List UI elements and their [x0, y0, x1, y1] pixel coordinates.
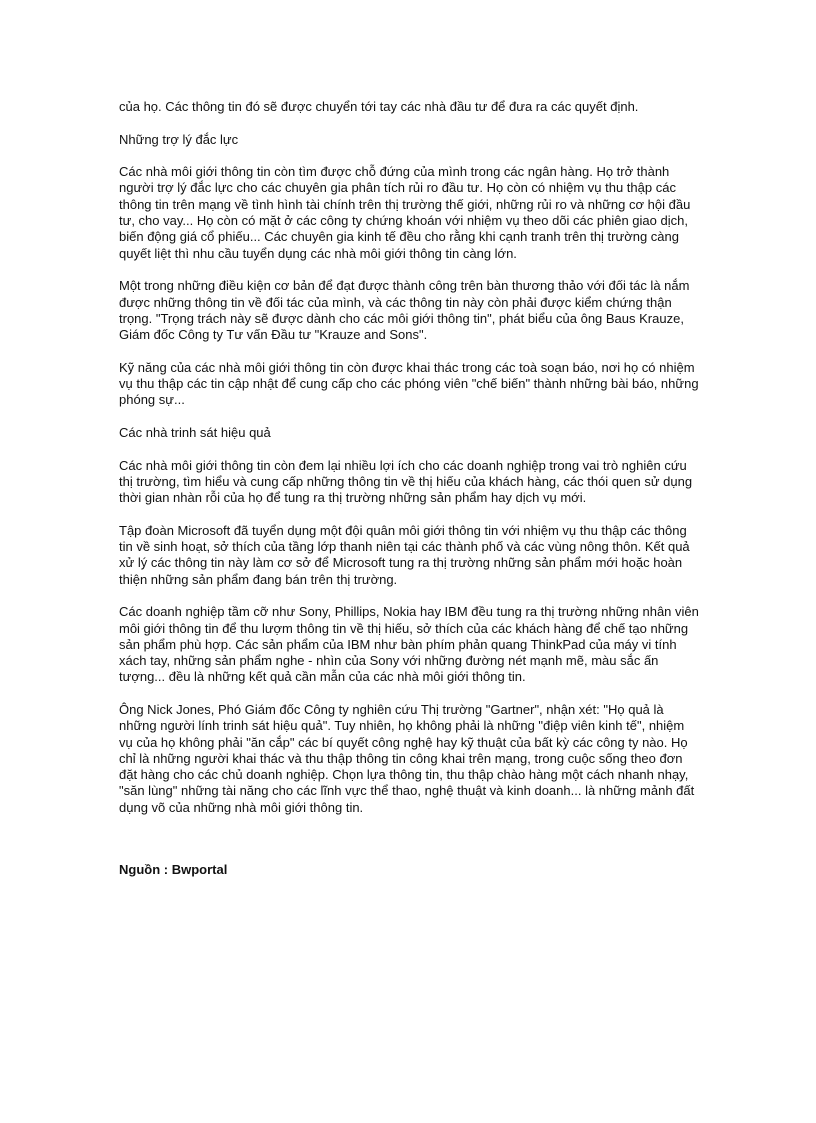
- document-page: [119, 99, 699, 891]
- source-credit: Nguồn : Bwportal: [119, 862, 228, 878]
- paragraph-market-research: Các nhà môi giới thông tin còn đem lại nhiều lợi ích cho các doanh nghiệp trong vai trò nghiên cứu thị trường, tìm hiểu và cung cấp những thông tin về thị hiếu của khách hàng, các thói quen sử dụng thời gian nhàn rỗi của họ để tung ra thị trường những sản phẩm hay dịch vụ mới.: [119, 457, 693, 506]
- section-heading-assistants: Những trợ lý đắc lực: [119, 131, 239, 147]
- section-heading-scouts: Các nhà trinh sát hiệu quả: [119, 424, 271, 440]
- paragraph-intro: của họ. Các thông tin đó sẽ được chuyển tới tay các nhà đầu tư để đưa ra các quyết định.: [119, 99, 639, 114]
- paragraph-microsoft: Tập đoàn Microsoft đã tuyển dụng một đội quân môi giới thông tin với nhiệm vụ thu thập các thông tin về sinh hoạt, sở thích của tầng lớp thanh niên tại các thành phố và các vùng nông thôn. Kết quả xử lý các thông tin này làm cơ sở để Microsoft tung ra thị trường những sản phẩm mới hoặc hoàn thiện những sản phẩm đang bán trên thị trường.: [119, 522, 690, 587]
- paragraph-companies: Các doanh nghiệp tầm cỡ như Sony, Phillips, Nokia hay IBM đều tung ra thị trường những nhân viên môi giới thông tin để thu lượm thông tin về thị hiếu, sở thích của các khách hàng để chế tạo những sản phẩm phù hợp. Các sản phẩm của IBM như bàn phím phản quang ThinkPad của máy vi tính xách tay, những sản phẩm nghe - nhìn của Sony với những đường nét mạnh mẽ, màu sắc ấn tượng... đều là những kết quả cần mẫn của các nhà môi giới thông tin.: [119, 604, 699, 685]
- paragraph-negotiation: Một trong những điều kiện cơ bản để đạt được thành công trên bàn thương thảo với đối tác là nắm được những thông tin về đối tác của mình, và các thông tin này còn phải được kiểm chứng thận trọng. "Trọng trách này sẽ được dành cho các môi giới thông tin", phát biểu của ông Baus Krauze, Giám đốc Công ty Tư vấn Đầu tư "Krauze and Sons".: [119, 278, 690, 343]
- paragraph-gartner: Ông Nick Jones, Phó Giám đốc Công ty nghiên cứu Thị trường "Gartner", nhận xét: "Họ quả là những người lính trinh sát hiệu quả". Tuy nhiên, họ không phải là những "điệp viên kinh tế", nhiệm vụ của họ không phải "ăn cắp" các bí quyết công nghệ hay kỹ thuật của bất kỳ các công ty nào. Họ chỉ là những người khai thác và thu thập thông tin công khai trên mạng, trong cuộc sống theo đơn đặt hàng cho các chủ doanh nghiệp. Chọn lựa thông tin, thu thập chào hàng một cách nhanh nhạy, "săn lùng" những tài năng cho các lĩnh vực thể thao, nghệ thuật và kinh doanh... là những mảnh đất dụng võ của những nhà môi giới thông tin.: [119, 701, 695, 815]
- paragraph-newsrooms: Kỹ năng của các nhà môi giới thông tin còn được khai thác trong các toà soạn báo, nơi họ có nhiệm vụ thu thập các tin cập nhật để cung cấp cho các phóng viên "chế biến" thành những bài báo, những phóng sự...: [119, 359, 699, 408]
- paragraph-banks: Các nhà môi giới thông tin còn tìm được chỗ đứng của mình trong các ngân hàng. Họ trở thành người trợ lý đắc lực cho các chuyên gia phân tích rủi ro đầu tư. Họ còn có nhiệm vụ thu thập các thông tin trên mạng về tình hình tài chính trên thị trường thế giới, những rủi ro và những cơ hội đầu tư, cho vay... Họ còn có mặt ở các công ty chứng khoán với nhiệm vụ theo dõi các phiên giao dịch, biến động giá cổ phiếu... Các chuyên gia kinh tế đều cho rằng khi cạnh tranh trên thị trường càng quyết liệt thì nhu cầu tuyển dụng các nhà môi giới thông tin càng lớn.: [119, 164, 691, 261]
